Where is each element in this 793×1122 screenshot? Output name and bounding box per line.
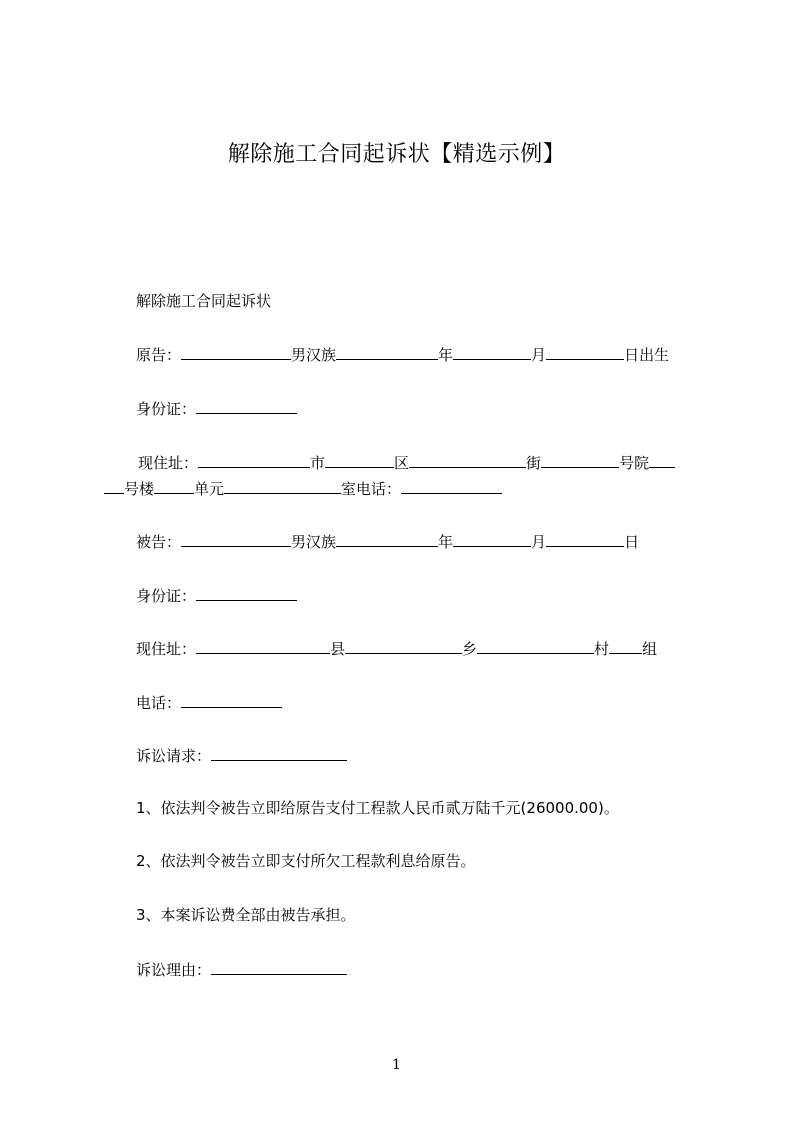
defendant-id-blank xyxy=(196,585,297,601)
plaintiff-unit-label: 单元 xyxy=(194,480,225,498)
reasons-blank xyxy=(211,959,347,975)
defendant-county-blank xyxy=(196,638,330,654)
defendant-group-label: 组 xyxy=(642,640,658,658)
plaintiff-id-label: 身份证： xyxy=(136,400,197,418)
plaintiff-district-blank-b xyxy=(358,452,394,468)
claims-label: 诉讼请求： xyxy=(136,747,212,765)
plaintiff-street-label: 街 xyxy=(526,454,542,472)
claim-item-2: 2、依法判令被告立即支付所欠工程款利息给原告。 xyxy=(136,852,476,870)
defendant-id-label: 身份证： xyxy=(136,587,197,605)
plaintiff-label: 原告： xyxy=(136,346,182,364)
plaintiff-address-line xyxy=(138,452,675,473)
defendant-phone-label: 电话： xyxy=(136,694,182,712)
defendant-month-blank xyxy=(453,531,531,547)
plaintiff-compound-label: 号院 xyxy=(619,454,650,472)
plaintiff-gender-ethnicity: 男汉族 xyxy=(291,346,337,364)
defendant-phone-line xyxy=(136,692,282,713)
plaintiff-district-blank-a xyxy=(325,452,358,468)
plaintiff-birth-month-blank xyxy=(453,344,531,360)
plaintiff-month-label: 月 xyxy=(531,346,547,364)
plaintiff-id-blank xyxy=(196,398,297,414)
plaintiff-room-phone-label: 室电话： xyxy=(341,480,402,498)
plaintiff-building-blank xyxy=(104,478,124,494)
plaintiff-street-blank xyxy=(409,452,526,468)
defendant-village-blank xyxy=(477,638,594,654)
defendant-county-label: 县 xyxy=(330,640,346,658)
reasons-label: 诉讼理由： xyxy=(136,961,212,979)
plaintiff-year-label: 年 xyxy=(438,346,454,364)
reasons-line xyxy=(136,959,347,980)
claim-item-3: 3、本案诉讼费全部由被告承担。 xyxy=(136,906,356,924)
defendant-gender-ethnicity: 男汉族 xyxy=(291,533,337,551)
defendant-township-blank xyxy=(345,638,462,654)
plaintiff-city-label: 市 xyxy=(310,454,326,472)
plaintiff-building-label: 号楼 xyxy=(124,480,155,498)
defendant-phone-blank xyxy=(181,692,282,708)
plaintiff-phone-blank xyxy=(401,478,502,494)
defendant-day-label: 日 xyxy=(624,533,640,551)
defendant-id-line xyxy=(136,585,297,606)
plaintiff-line xyxy=(136,344,669,365)
defendant-group-blank xyxy=(609,638,642,654)
plaintiff-unit-blank xyxy=(154,478,194,494)
defendant-year-blank xyxy=(336,531,438,547)
document-subtitle: 解除施工合同起诉状 xyxy=(136,292,272,310)
plaintiff-birth-day-blank xyxy=(546,344,624,360)
claim-item-1: 1、依法判令被告立即给原告支付工程款人民币贰万陆千元(26000.00)。 xyxy=(136,799,619,817)
plaintiff-id-line xyxy=(136,398,297,419)
defendant-month-label: 月 xyxy=(531,533,547,551)
plaintiff-number-blank xyxy=(541,452,619,468)
defendant-name-blank xyxy=(181,531,291,547)
plaintiff-compound-blank xyxy=(649,452,675,468)
defendant-year-label: 年 xyxy=(438,533,454,551)
defendant-line xyxy=(136,531,639,552)
defendant-day-blank xyxy=(546,531,624,547)
page-number: 1 xyxy=(392,1057,401,1073)
plaintiff-birth-year-blank xyxy=(336,344,438,360)
defendant-address-label: 现住址： xyxy=(136,640,197,658)
plaintiff-room-blank xyxy=(224,478,341,494)
plaintiff-birth-label: 日出生 xyxy=(624,346,670,364)
defendant-label: 被告： xyxy=(136,533,182,551)
plaintiff-city-blank xyxy=(198,452,310,468)
defendant-address-line xyxy=(136,638,657,659)
defendant-village-label: 村 xyxy=(594,640,610,658)
plaintiff-address-label: 现住址： xyxy=(138,454,199,472)
document-title: 解除施工合同起诉状【精选示例】 xyxy=(227,142,566,167)
plaintiff-name-blank xyxy=(181,344,291,360)
claims-blank xyxy=(211,745,347,761)
claims-line xyxy=(136,745,347,766)
defendant-township-label: 乡 xyxy=(462,640,478,658)
plaintiff-district-label: 区 xyxy=(394,454,410,472)
plaintiff-address-line-continued xyxy=(104,478,502,499)
